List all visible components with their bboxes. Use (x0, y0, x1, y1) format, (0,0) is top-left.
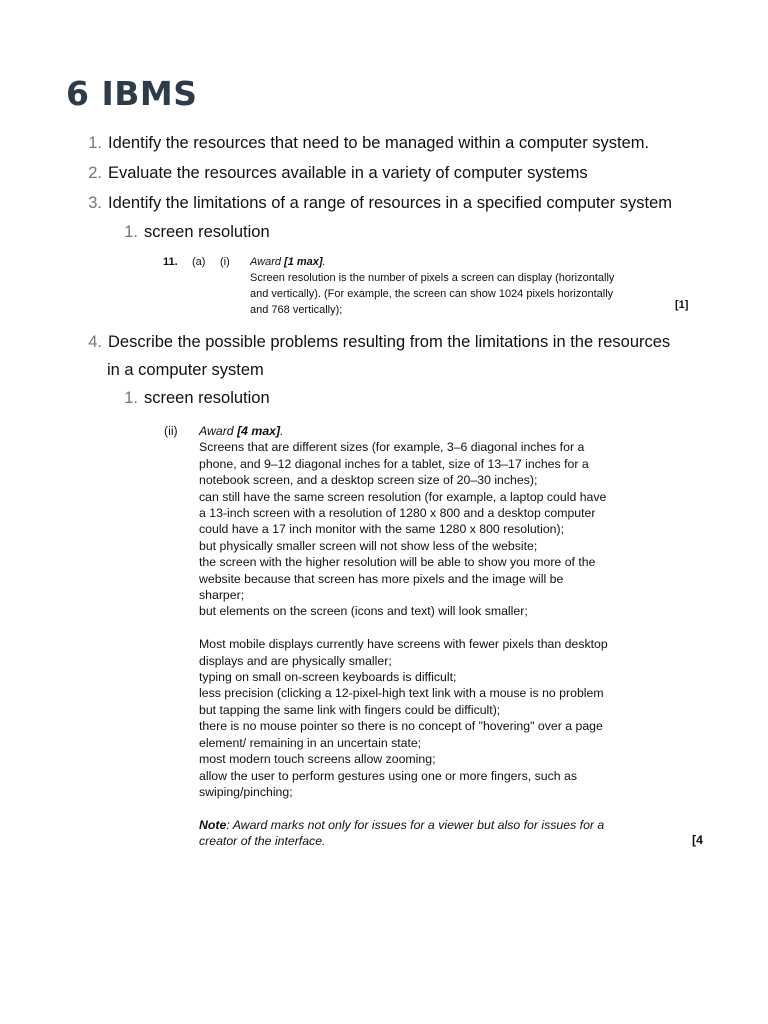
ms-line: Screen resolution is the number of pixels a screen can display (horizontally (250, 272, 615, 284)
list-text: Evaluate the resources available in a variety of computer systems (108, 164, 588, 182)
ms-line: and vertically). (For example, the screen can show 1024 pixels horizontally (250, 288, 614, 300)
ms-line: notebook screen, and a desktop screen size of 20–30 inches); (199, 473, 538, 488)
note-line: creator of the interface. (199, 834, 326, 849)
ms-line: less precision (clicking a 12-pixel-high text link with a mouse is no problem (199, 686, 604, 701)
list-text: Identify the limitations of a range of resources in a specified computer system (108, 194, 673, 212)
ms-line: Most mobile displays currently have screens with fewer pixels than desktop (199, 637, 608, 652)
ms-line: Screens that are different sizes (for example, 3–6 diagonal inches for a (199, 440, 585, 455)
award-suffix: . (280, 424, 284, 438)
note-line (199, 817, 659, 833)
question-part: (a) (192, 256, 206, 268)
ms-line: can still have the same screen resolution (for example, a laptop could have (199, 489, 607, 504)
sublist-item-3-1 (124, 218, 270, 246)
paragraph-gap (199, 620, 659, 636)
page-title: 6 IBMS (66, 74, 198, 113)
award-line (250, 254, 650, 270)
mark-value: [4 (692, 833, 703, 847)
ms-line: typing on small on-screen keyboards is difficult; (199, 670, 457, 685)
note-text: : Award marks not only for issues for a viewer but also for issues for a (226, 817, 605, 832)
question-number: 11. (163, 256, 178, 268)
list-text: screen resolution (144, 389, 270, 407)
mark-value: [1] (675, 299, 689, 311)
list-number: 1. (124, 223, 138, 241)
paragraph-gap (199, 800, 659, 816)
ms-line: a 13-inch screen with a resolution of 1280 x 800 and a desktop computer (199, 506, 596, 521)
list-text: screen resolution (144, 223, 270, 241)
question-subpart: (i) (220, 256, 230, 268)
ms-line: but elements on the screen (icons and text) will look smaller; (199, 604, 528, 619)
list-text: Identify the resources that need to be managed within a computer system. (108, 134, 650, 152)
ms-line: but physically smaller screen will not show less of the website; (199, 538, 538, 553)
ms-line: most modern touch screens allow zooming; (199, 752, 436, 767)
list-number: 1. (88, 134, 102, 152)
list-item-3 (80, 189, 672, 217)
ms-line: website because that screen has more pixels and the image will be (199, 571, 564, 586)
list-number: 4. (88, 333, 102, 351)
question-subpart: (ii) (164, 424, 178, 438)
ms-line: element/ remaining in an uncertain state; (199, 735, 422, 750)
ms-line: sharper; (199, 588, 245, 603)
award-prefix: Award (250, 256, 285, 268)
list-number: 3. (88, 194, 102, 212)
mark-scheme-body (199, 423, 659, 850)
ms-line: the screen with the higher resolution will be able to show you more of the (199, 555, 596, 570)
note-label: Note (199, 817, 227, 832)
ms-line: swiping/pinching; (199, 784, 293, 799)
award-suffix: . (322, 256, 326, 268)
list-text: Describe the possible problems resulting from the limitations in the resources (108, 333, 671, 351)
award-max: [1 max] (284, 256, 323, 268)
list-item-1 (80, 129, 649, 157)
list-number: 2. (88, 164, 102, 182)
mark-scheme-body (250, 254, 650, 318)
ms-line: phone, and 9–12 diagonal inches for a tablet, size of 13–17 inches for a (199, 456, 589, 471)
sublist-item-4-1 (124, 384, 270, 412)
award-line (199, 423, 659, 439)
ms-line: displays and are physically smaller; (199, 653, 392, 668)
list-text-continuation: in a computer system (107, 361, 264, 379)
list-item-4 (80, 328, 670, 356)
ms-line: could have a 17 inch monitor with the same 1280 x 800 resolution); (199, 522, 565, 537)
award-prefix: Award (199, 424, 238, 438)
ms-line: but tapping the same link with fingers could be difficult); (199, 702, 501, 717)
award-max: [4 max] (237, 424, 281, 438)
ms-line: allow the user to perform gestures using one or more fingers, such as (199, 768, 577, 783)
list-number: 1. (124, 389, 138, 407)
ms-line: and 768 vertically); (250, 304, 343, 316)
list-item-2 (80, 159, 588, 187)
ms-line: there is no mouse pointer so there is no concept of "hovering" over a page (199, 719, 603, 734)
